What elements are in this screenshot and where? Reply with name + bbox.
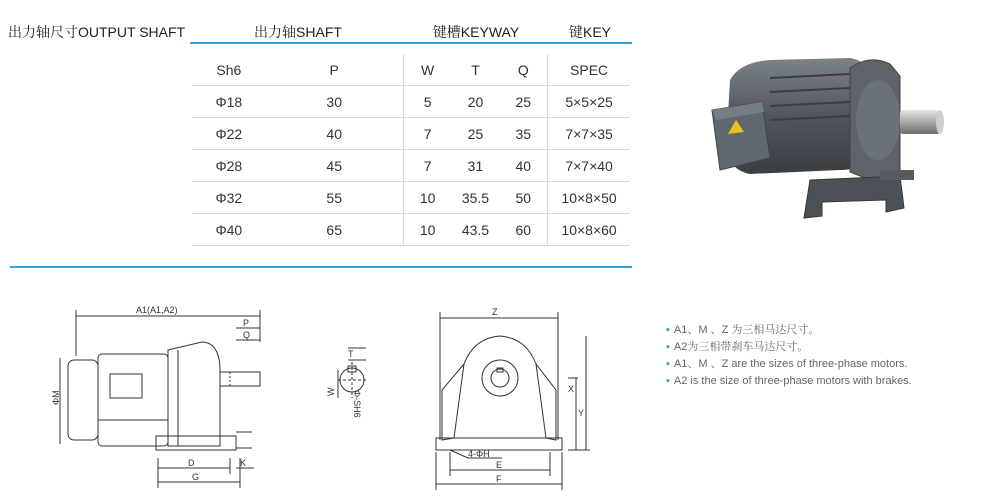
table-row	[192, 150, 630, 182]
cell-t: 25	[452, 118, 500, 150]
output-shaft-table	[192, 54, 630, 246]
shaft-section-drawing	[318, 340, 378, 420]
note-item: ▪ A2 is the size of three-phase motors with brakes.	[666, 375, 912, 387]
fan-cover	[68, 360, 98, 440]
label-d: D	[188, 458, 195, 468]
cell-sh6: Φ22	[192, 118, 266, 150]
cell-p: 45	[266, 150, 404, 182]
group-key-header: 键KEY	[568, 24, 611, 40]
cell-sh6: Φ28	[192, 150, 266, 182]
cell-spec: 10×8×60	[548, 214, 630, 246]
table-header-row	[192, 54, 630, 86]
cell-q: 25	[499, 86, 547, 118]
cell-p: 30	[266, 86, 404, 118]
cell-spec: 7×7×40	[548, 150, 630, 182]
cell-q: 60	[499, 214, 547, 246]
label-m: ΦM	[51, 390, 61, 405]
header-t: T	[452, 54, 500, 86]
table-row	[192, 86, 630, 118]
cell-w: 10	[403, 214, 451, 246]
cell-q: 35	[499, 118, 547, 150]
bottom-rule	[10, 266, 632, 268]
label-t: T	[348, 349, 354, 359]
cell-t: 20	[452, 86, 500, 118]
label-a1: A1(A1,A2)	[136, 305, 178, 315]
cell-q: 50	[499, 182, 547, 214]
cell-spec: 10×8×50	[548, 182, 630, 214]
header-w: W	[403, 54, 451, 86]
dimension-notes	[666, 322, 912, 390]
cell-t: 43.5	[452, 214, 500, 246]
note-item: ▪ A1、M 、Z are the sizes of three-phase motors.	[666, 358, 908, 370]
mounting-feet	[804, 176, 904, 218]
front-view-drawing	[428, 300, 598, 492]
motor-outline	[98, 354, 168, 446]
label-z: Z	[492, 307, 498, 317]
cell-q: 40	[499, 150, 547, 182]
front-base	[436, 438, 562, 450]
cell-spec: 5×5×25	[548, 86, 630, 118]
shaft-bore	[482, 360, 518, 396]
cell-sh6: Φ40	[192, 214, 266, 246]
cell-t: 31	[452, 150, 500, 182]
side-view-drawing	[40, 296, 290, 492]
label-k: K	[240, 458, 247, 468]
gearbox-outline	[168, 342, 220, 446]
label-e: E	[496, 460, 503, 470]
section-title: 出力轴尺寸OUTPUT SHAFT	[8, 24, 186, 40]
note-item: ▪ A2为三相带刹车马达尺寸。	[666, 341, 809, 353]
header-sh6: Sh6	[192, 54, 266, 86]
top-rule	[190, 42, 632, 44]
note-item: ▪ A1、M 、Z 为三相马达尺寸。	[666, 324, 820, 336]
cell-w: 7	[403, 150, 451, 182]
table-row	[192, 118, 630, 150]
cell-spec: 7×7×35	[548, 118, 630, 150]
header-q: Q	[499, 54, 547, 86]
table-row	[192, 214, 630, 246]
cell-p: 55	[266, 182, 404, 214]
label-q: Q	[243, 330, 251, 340]
label-w: W	[326, 387, 336, 396]
cell-p: 65	[266, 214, 404, 246]
shaft-outline	[220, 372, 260, 386]
label-4h: 4-ΦH	[468, 449, 490, 459]
cell-sh6: Φ32	[192, 182, 266, 214]
label-x: X	[568, 384, 575, 394]
header-spec: SPEC	[548, 54, 630, 86]
header-p: P	[266, 54, 404, 86]
group-shaft-header: 出力轴SHAFT	[254, 24, 342, 40]
label-sh6: Φ-SH6	[352, 390, 362, 418]
table-row	[192, 182, 630, 214]
label-g: G	[192, 472, 200, 482]
output-shaft-icon	[900, 110, 940, 134]
label-y: Y	[578, 408, 585, 418]
group-keyway-header: 键槽KEYWAY	[432, 24, 520, 40]
cell-p: 40	[266, 118, 404, 150]
cell-w: 5	[403, 86, 451, 118]
cell-w: 7	[403, 118, 451, 150]
label-p: P	[243, 318, 250, 328]
label-f: F	[496, 474, 502, 484]
cell-t: 35.5	[452, 182, 500, 214]
cell-w: 10	[403, 182, 451, 214]
gear-motor-photo	[700, 40, 950, 230]
cell-sh6: Φ18	[192, 86, 266, 118]
